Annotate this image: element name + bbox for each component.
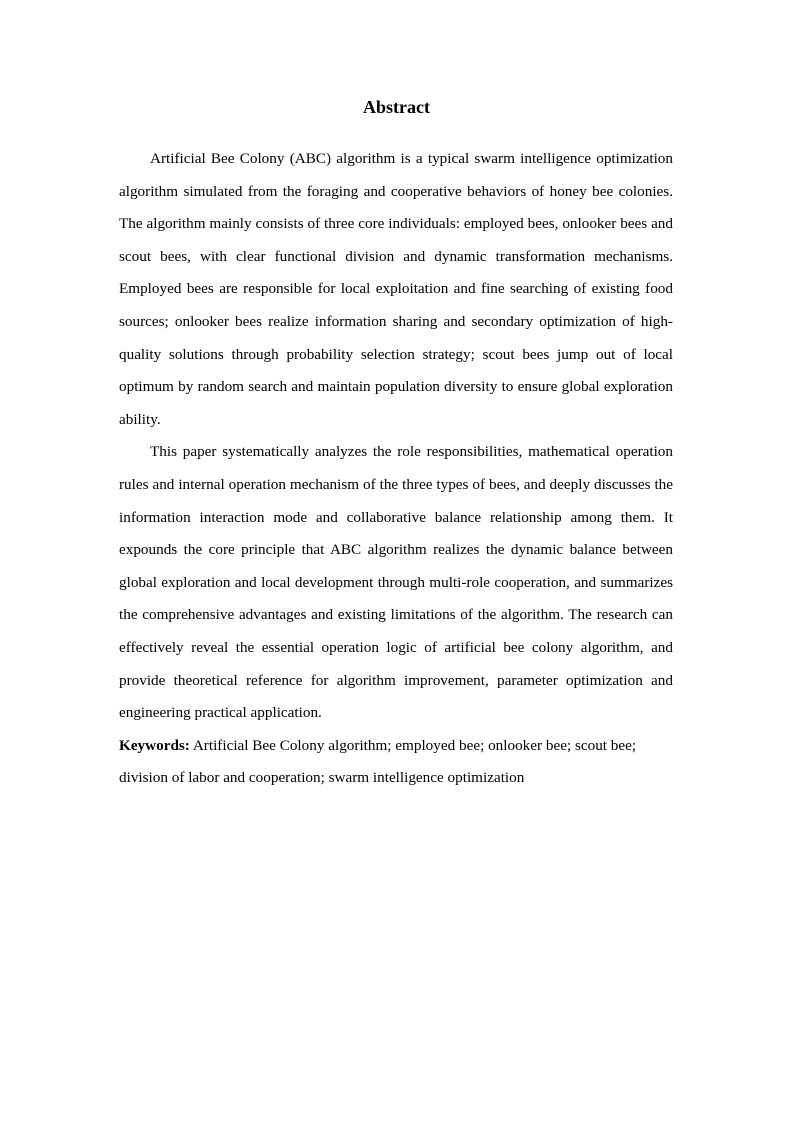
abstract-paragraph-2: This paper systematically analyzes the role responsibilities, mathematical operation rules and internal operation mechanism of the three types of bees, and deeply discusses the information interaction mode and collaborative balance relationship among them. It expounds the core principle that ABC algorithm realizes the dynamic balance between global exploration and local development through multi-role cooperation, and summarizes the comprehensive advantages and existing limitations of the algorithm. The research can effectively reveal the essential operation logic of artificial bee colony algorithm, and provide theoretical reference for algorithm improvement, parameter optimization and engineering practical application. <box>119 443 673 722</box>
keywords-label: Keywords: <box>119 736 190 754</box>
abstract-title: Abstract <box>363 97 430 117</box>
abstract-paragraph-1: Artificial Bee Colony (ABC) algorithm is a typical swarm intelligence optimization algorithm simulated from the foraging and cooperative behaviors of honey bee colonies. The algorithm mainly consists of three core individuals: employed bees, onlooker bees and scout bees, with clear functional division and dynamic transformation mechanisms. Employed bees are responsible for local exploitation and fine searching of existing food sources; onlooker bees realize information sharing and secondary optimization of high-quality solutions through probability selection strategy; scout bees jump out of local optimum by random search and maintain population diversity to ensure global exploration ability. <box>119 150 673 428</box>
abstract-body <box>119 143 673 795</box>
keywords-line <box>119 730 673 795</box>
keywords-text: Artificial Bee Colony algorithm; employed bee; onlooker bee; scout bee; division of labor and cooperation; swarm intelligence optimization <box>119 736 637 787</box>
